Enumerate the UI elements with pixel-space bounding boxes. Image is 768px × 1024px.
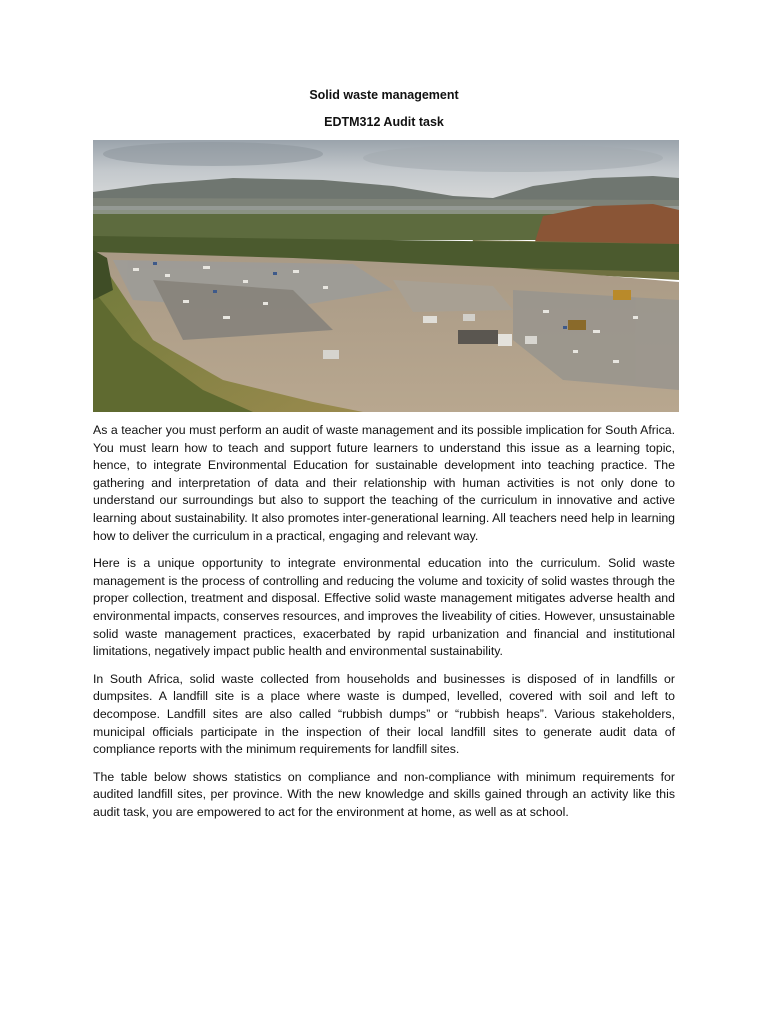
document-page [93,86,675,821]
paragraph-3: In South Africa, solid waste collected from households and businesses is disposed of in landfills or dumpsites. A landfill site is a place where waste is dumped, levelled, covered with soil and left to decompose. Landfill sites are also called “rubbish dumps” or “rubbish heaps”. Various stakeholders, municipal officials participate in the inspection of their local landfill sites to generate audit data of compliance reports with the minimum requirements for landfill sites. [93,671,675,757]
paragraph-2: Here is a unique opportunity to integrate environmental education into the curriculum. Solid waste management is the process of controlling and reducing the volume and toxicity of solid wastes through the proper collection, treatment and disposal. Effective solid waste management mitigates adverse health and environmental impacts, conserves resources, and improves the liveability of cities. However, unsustainable solid waste management practices, exacerbated by rapid urbanization and financial and institutional limitations, negatively impact public health and environmental sustainability. [93,556,675,659]
document-subtitle: EDTM312 Audit task [324,115,444,129]
paragraph-1: As a teacher you must perform an audit of waste management and its possible implication for South Africa. You must learn how to teach and support future learners to understand this issue as a learning topic, hence, to integrate Environmental Education for sustainable development into teaching practice. The gathering and interpretation of data and their relationship with human activities is not only done to understand our surroundings but also to support the teaching of the curriculum in innovative and active learning about sustainability. It also promotes inter-generational learning. All teachers need help in learning how to deliver the curriculum in a practical, engaging and relevant way. [93,423,675,543]
landfill-photo [93,140,679,412]
document-title: Solid waste management [309,88,459,102]
paragraph-4: The table below shows statistics on compliance and non-compliance with minimum requirements for audited landfill sites, per province. With the new knowledge and skills gained through an activity like this audit task, you are empowered to act for the environment at home, as well as at school. [93,769,675,819]
